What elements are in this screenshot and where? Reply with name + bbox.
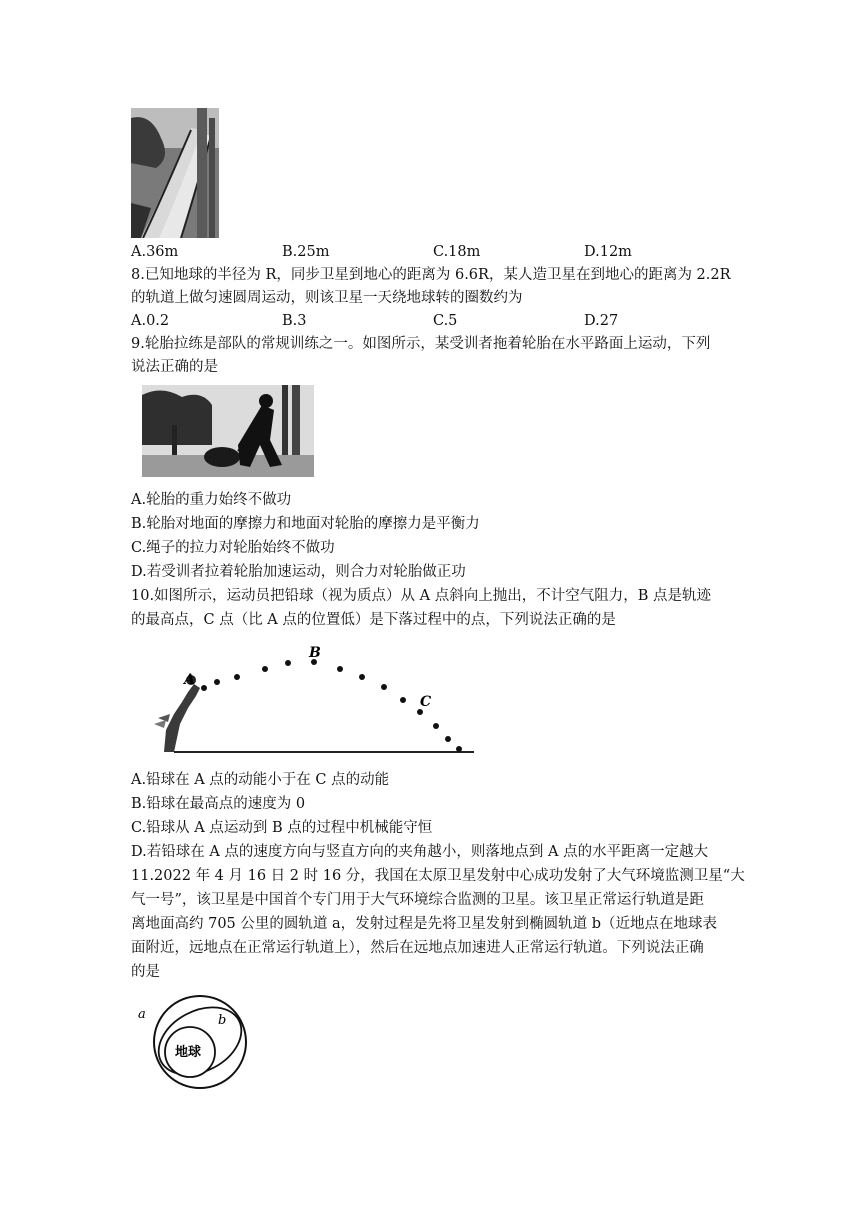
q8-option-d: D.27 <box>584 313 619 329</box>
orbit-a-label: a <box>138 1007 146 1022</box>
earth-label: 地球 <box>175 1045 202 1060</box>
q9-option-a: A.轮胎的重力始终不做功 <box>131 492 292 508</box>
q8-option-c: C.5 <box>433 313 458 329</box>
q11-stem-line4: 面附近，远地点在正常运行轨道上），然后在远地点加速进人正常运行轨道。下列说法正确 <box>131 940 704 956</box>
q11-stem-line5: 的是 <box>131 964 160 980</box>
q10-stem-line1: 10.如图所示，运动员把铅球（视为质点）从 A 点斜向上抛出，不计空气阻力，B 点是轨迹 <box>131 588 712 604</box>
slide-photo <box>131 108 219 238</box>
orbit-b-label: b <box>218 1013 227 1028</box>
tire-training-photo <box>142 385 314 477</box>
q10-option-b: B.铅球在最高点的速度为 0 <box>131 796 306 812</box>
orbit-figure <box>130 994 256 1090</box>
q8-option-b: B.3 <box>282 313 307 329</box>
q11-stem-line3: 离地面高约 705 公里的圆轨道 a，发射过程是先将卫星发射到椭圆轨道 b（近地点在地球表 <box>131 916 718 932</box>
q9-option-d: D.若受训者拉着轮胎加速运动，则合力对轮胎做正功 <box>131 564 466 580</box>
q9-stem-line1: 9.轮胎拉练是部队的常规训练之一。如图所示，某受训者拖着轮胎在水平路面上运动，下列 <box>131 336 711 352</box>
q7-option-d: D.12m <box>584 244 632 260</box>
q10-option-c: C.铅球从 A 点运动到 B 点的过程中机械能守恒 <box>131 820 433 836</box>
q7-option-c: C.18m <box>433 244 481 260</box>
shot-put-trajectory-figure <box>144 644 476 758</box>
q10-stem-line2: 的最高点，C 点（比 A 点的位置低）是下落过程中的点，下列说法正确的是 <box>131 612 616 628</box>
label-b: B <box>309 645 321 661</box>
q7-option-a: A.36m <box>131 244 179 260</box>
q10-option-a: A.铅球在 A 点的动能小于在 C 点的动能 <box>131 772 390 788</box>
q8-stem-line1: 8.已知地球的半径为 R，同步卫星到地心的距离为 6.6R，某人造卫星在到地心的距离为 2.2R <box>131 267 731 283</box>
q9-option-c: C.绳子的拉力对轮胎始终不做功 <box>131 540 335 556</box>
label-c: C <box>420 694 432 710</box>
q10-option-d: D.若铅球在 A 点的速度方向与竖直方向的夹角越小，则落地点到 A 点的水平距离一定越大 <box>131 844 709 860</box>
q8-option-a: A.0.2 <box>131 313 170 329</box>
q9-stem-line2: 说法正确的是 <box>131 359 218 375</box>
q7-option-b: B.25m <box>282 244 330 260</box>
q11-stem-line1: 11.2022 年 4 月 16 日 2 时 16 分，我国在太原卫星发射中心成功发射了大气环境监测卫星“大 <box>131 868 745 884</box>
q11-stem-line2: 气一号”，该卫星是中国首个专门用于大气环境综合监测的卫星。该卫星正常运行轨道是距 <box>131 892 704 908</box>
q9-option-b: B.轮胎对地面的摩擦力和地面对轮胎的摩擦力是平衡力 <box>131 516 480 532</box>
label-a: A <box>184 672 195 688</box>
q8-stem-line2: 的轨道上做匀速圆周运动，则该卫星一天绕地球转的圈数约为 <box>131 290 523 306</box>
